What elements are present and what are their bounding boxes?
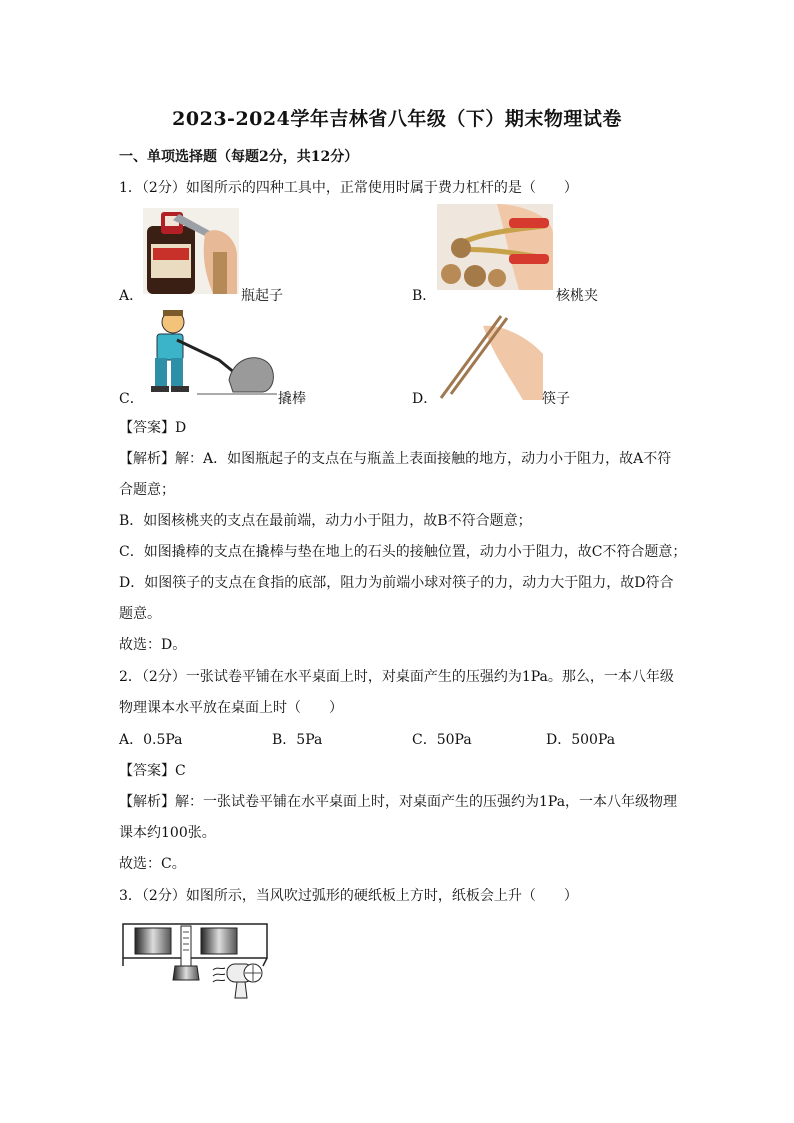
q1-option-b-letter: B． [412, 288, 437, 304]
question-2-stem: 2．（2分）一张试卷平铺在水平桌面上时，对桌面产生的压强约为1Pa。那么，一本八年级 [119, 669, 674, 685]
question-3-stem: 3．（2分）如图所示，当风吹过弧形的硬纸板上方时，纸板会上升（ ） [119, 888, 578, 904]
chopsticks-icon [439, 314, 543, 400]
q1-analysis-line: 故选：D。 [119, 637, 187, 653]
q1-option-c-letter: C． [119, 391, 144, 407]
crowbar-icon [137, 308, 277, 396]
q2-option-b: B．5Pa [272, 732, 323, 748]
page-title: 2023-2024学年吉林省八年级（下）期末物理试卷 [172, 108, 622, 130]
bottle-opener-icon [143, 208, 239, 294]
q2-option-d: D．500Pa [546, 732, 616, 748]
q1-analysis-line: C．如图撬棒的支点在撬棒与垫在地上的石头的接触位置，动力小于阻力，故C不符合题意； [119, 544, 687, 560]
q2-analysis-line: 课本约100张。 [119, 825, 216, 841]
question-2-stem: 物理课本水平放在桌面上时（ ） [119, 700, 343, 716]
q1-option-b-caption: 核桃夹 [556, 288, 598, 304]
q1-analysis-line: 题意。 [119, 606, 161, 622]
q2-answer: 【答案】C [119, 763, 186, 779]
nutcracker-icon [437, 204, 553, 290]
q1-option-c-caption: 撬棒 [278, 391, 306, 407]
q1-option-d-letter: D． [412, 391, 438, 407]
q1-analysis-line: 【解析】解：A．如图瓶起子的支点在与瓶盖上表面接触的地方，动力小于阻力，故A不符 [119, 451, 672, 467]
question-1-stem: 1．（2分）如图所示的四种工具中，正常使用时属于费力杠杆的是（ ） [119, 180, 578, 196]
q1-analysis-line: 合题意； [119, 482, 175, 498]
hair-dryer-paper-icon [119, 918, 271, 1002]
q2-analysis-line: 故选：C。 [119, 856, 186, 872]
q1-option-d-caption: 筷子 [542, 391, 570, 407]
q1-option-a-letter: A． [119, 288, 144, 304]
q1-option-a-caption: 瓶起子 [241, 288, 283, 304]
q2-option-a: A．0.5Pa [119, 732, 183, 748]
q2-option-c: C．50Pa [412, 732, 472, 748]
q1-analysis-line: D．如图筷子的支点在食指的底部，阻力为前端小球对筷子的力，动力大于阻力，故D符合 [119, 575, 674, 591]
q2-analysis-line: 【解析】解：一张试卷平铺在水平桌面上时，对桌面产生的压强约为1Pa，一本八年级物理 [119, 794, 678, 810]
q1-answer: 【答案】D [119, 420, 187, 436]
section-heading: 一、单项选择题（每题2分，共12分） [119, 149, 359, 165]
q1-analysis-line: B．如图核桃夹的支点在最前端，动力小于阻力，故B不符合题意； [119, 513, 532, 529]
